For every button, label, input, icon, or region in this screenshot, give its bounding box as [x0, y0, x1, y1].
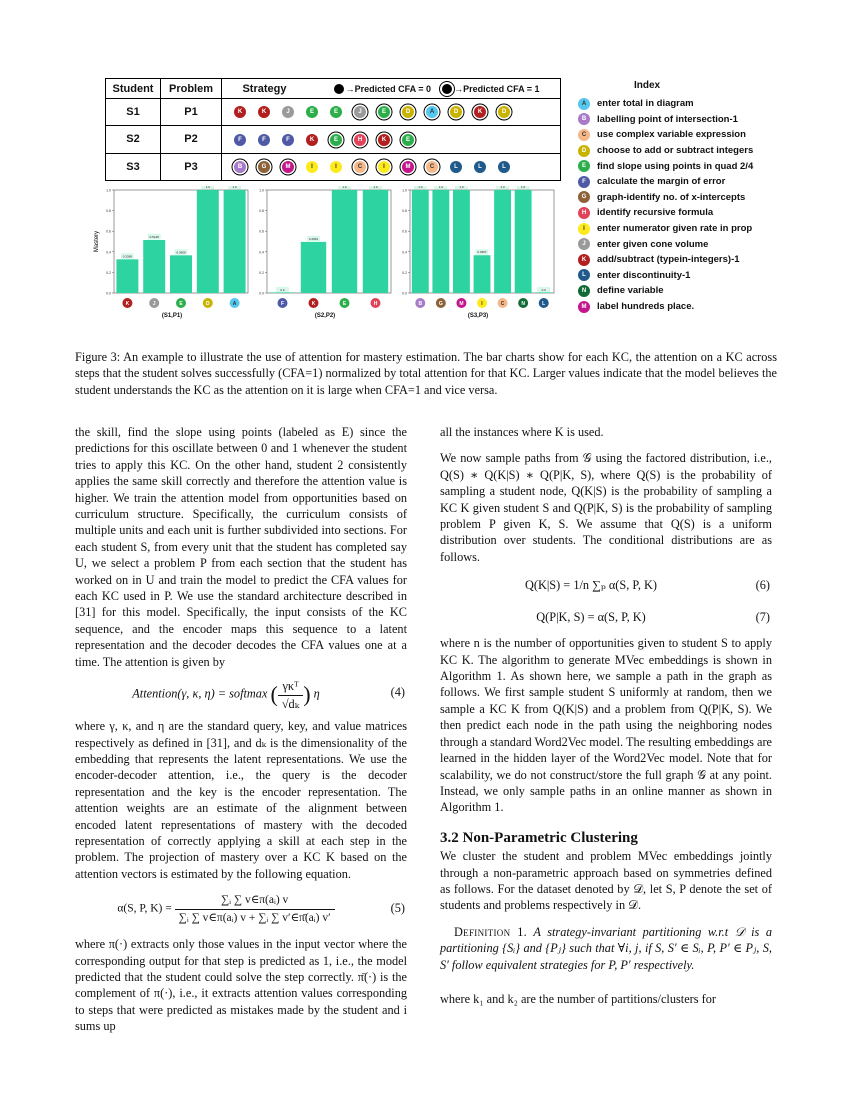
- y-tick-label: 0.6: [259, 229, 264, 234]
- kc-step-e-icon: E: [306, 106, 318, 118]
- index-item-label: use complex variable expression: [597, 129, 746, 141]
- chart-svg: [255, 186, 395, 311]
- data-label: 1.0: [459, 186, 464, 189]
- student-cell: S2: [106, 126, 161, 153]
- bar-g: [432, 190, 449, 293]
- kc-step-m-icon: M: [402, 161, 414, 173]
- kc-step-c-icon: C: [354, 161, 366, 173]
- legend-cfa0-label: →Predicted CFA = 0: [345, 83, 432, 94]
- kc-step-k-icon: K: [258, 106, 270, 118]
- student-cell: S1: [106, 99, 161, 126]
- category-label: D: [205, 301, 210, 307]
- left-paragraph-3: where π(·) extracts only those values in the input vector where the corresponding output for that step is predicted as 1, i.e., the model predicted that the student could solve the step correctly. π̄(·) is the complement of π(·), i.e., it extracts attention values corresponding to steps that were predicted as mistakes made by the student and i sums up: [75, 937, 407, 1034]
- section-heading: 3.2 Non-Parametric Clustering: [440, 829, 638, 846]
- problem-cell: P2: [161, 126, 222, 153]
- eq5-numerator: ∑ᵢ ∑ v∈π(aᵢ) v: [175, 892, 335, 909]
- problem-cell: P3: [161, 153, 222, 180]
- y-tick-label: 1.0: [402, 188, 407, 193]
- data-label: 1.0: [342, 186, 347, 189]
- index-item: [578, 299, 828, 315]
- right-paragraph-1: all the instances where K is used.: [440, 425, 604, 439]
- kc-a-icon: A: [578, 98, 590, 110]
- kc-e-icon: E: [578, 160, 590, 172]
- eq6-body: Q(K|S) = 1/n ∑ₚ α(S, P, K): [524, 578, 657, 593]
- kc-h-icon: H: [578, 207, 590, 219]
- index-item-label: find slope using points in quad 2/4: [597, 160, 754, 172]
- kc-step-i-icon: I: [378, 161, 390, 173]
- bar-i: [474, 255, 491, 293]
- index-item: [578, 268, 828, 284]
- data-label: 1.0: [500, 186, 505, 189]
- right-paragraph-3: where n is the number of opportunities given to student S to apply KC K. The algorithm to generate MVec embeddings is shown in Algorithm 1. As shown here, we sample a path in the graph as follows. We first sample student S uniformly at random, then we sample a KC K from Q(K|S) and a problem from Q(P|K, S). We then predict each node in the path using the neighboring nodes through a standard Word2Vec model. The resulting embeddings are learned in the hidden layer of the Word2Vec model. Note that for scalability, we do not construct/store the full graph 𝒢 at any point. Instead, we only sample paths in an online manner as shown in Algorithm 1.: [440, 636, 772, 815]
- kc-f-icon: F: [578, 176, 590, 188]
- index-item-label: identify recursive formula: [597, 207, 714, 219]
- index-item: [578, 252, 828, 268]
- index-item: [578, 127, 828, 143]
- chart-svg: [398, 186, 558, 311]
- kc-step-e-icon: E: [378, 106, 390, 118]
- header-strategy: [222, 79, 561, 99]
- left-paragraph-1: the skill, find the slope using points (labeled as E) since the predictions for this oscillate between 0 and 1 whenever the student tries to apply this KC. On the other hand, student 2 consistently applies the same skill correctly and therefore the attention value is higher. We train the attention model from opportunities based on curriculum structure. Specifically, the curriculum consists of multiple units and each unit is further subdivided into sections. For each student S, from every unit that the student has completed say U, we select a problem P from each section that the student has worked on in U and train the model to predict the CFA values for each KC used in P. We use the standard architecture described in [31] for this model. Specifically, the input consists of the KC sequence, and the encoder maps this sequence to a latent representation and the decoder decodes the CFA values one at a time. The attention is given by: [75, 425, 407, 669]
- index-item-label: enter numerator given rate in prop: [597, 223, 753, 235]
- left-column: [75, 424, 407, 1035]
- kc-c-icon: C: [578, 129, 590, 141]
- index-list: [578, 96, 828, 314]
- problem-cell: P1: [161, 99, 222, 126]
- legend-cfa1-icon: [442, 84, 452, 94]
- equation-4: Attention(γ, κ, η) = softmax ( $\frac{\text{γκᵀ}}{\text{√dₖ}}$ ) η (4): [132, 679, 405, 711]
- index-item-label: graph-identify no. of x-intercepts: [597, 191, 746, 203]
- index-title: Index: [634, 80, 661, 91]
- kc-step-k-icon: K: [474, 106, 486, 118]
- bar-e: [332, 190, 357, 293]
- eq4-numerator: γκᵀ: [278, 678, 303, 695]
- category-label: G: [438, 301, 443, 307]
- right-paragraph-4: We cluster the student and problem MVec embeddings jointly through a non-parametric approach based on symmetries defined as follows. For the dataset denoted by 𝒟, let S, P denote the set of students and problems respectively in 𝒟.: [440, 849, 772, 913]
- y-tick-label: 0.4: [402, 250, 407, 255]
- category-label: E: [179, 301, 183, 307]
- category-label: L: [542, 301, 546, 307]
- category-label: K: [311, 301, 316, 307]
- kc-step-l-icon: L: [474, 161, 486, 173]
- index-item: [578, 143, 828, 159]
- index-item: [578, 236, 828, 252]
- chart-s1p1: [92, 186, 252, 341]
- chart-svg: [92, 186, 252, 311]
- kc-step-f-icon: F: [282, 134, 294, 146]
- kc-step-l-icon: L: [498, 161, 510, 173]
- kc-step-i-icon: I: [306, 161, 318, 173]
- bar-a: [224, 190, 246, 293]
- index-item: [578, 283, 828, 299]
- kc-k-icon: K: [578, 254, 590, 266]
- index-item-label: enter discontinuity-1: [597, 269, 691, 281]
- bar-k: [301, 242, 326, 293]
- figure-caption: Figure 3: An example to illustrate the use of attention for mastery estimation. The bar charts show for each KC, the attention on a KC across steps that the student solves successfully (CFA=1) normalized by total attention for that KC. Larger values indicate that the model believes the student understands the KC as the attention on it is large when CFA=1 and vice versa.: [75, 350, 777, 397]
- y-tick-label: 0.0: [106, 291, 111, 296]
- y-tick-label: 0.8: [402, 209, 407, 214]
- eq4-tail: η: [313, 686, 320, 701]
- kc-step-i-icon: I: [330, 161, 342, 173]
- kc-i-icon: I: [578, 223, 590, 235]
- kc-step-f-icon: F: [258, 134, 270, 146]
- kc-step-c-icon: C: [426, 161, 438, 173]
- kc-m-icon: M: [578, 301, 590, 313]
- kc-step-e-icon: E: [402, 134, 414, 146]
- equation-7: [440, 607, 772, 629]
- chart-title: (S3,P3): [467, 313, 489, 319]
- right-paragraph-2: We now sample paths from 𝒢 using the factored distribution, i.e., Q(S) ∗ Q(K|S) ∗ Q(P|K, S), where Q(S) is the probability of sampling a student node, Q(K|S) is the probability of sampling a KC K given student S and Q(P|K, S) is the probability of sampling problem P given K, S. We assume that Q(S) is a uniform distribution over students. The conditional distributions are as follows.: [440, 451, 772, 564]
- kc-g-icon: G: [578, 191, 590, 203]
- header-problem: Problem: [161, 79, 222, 99]
- data-label: 0.5148: [149, 234, 159, 239]
- strategy-cell: [222, 99, 561, 126]
- data-label: 0.4961: [308, 236, 319, 241]
- index-item: [578, 221, 828, 237]
- kc-step-k-icon: K: [306, 134, 318, 146]
- index-item-label: enter total in diagram: [597, 98, 694, 110]
- y-tick-label: 0.6: [402, 229, 407, 234]
- kc-step-k-icon: K: [378, 134, 390, 146]
- y-tick-label: 0.8: [259, 209, 264, 214]
- kc-b-icon: B: [578, 113, 590, 125]
- table-row: [106, 153, 561, 180]
- definition-body: A strategy-invariant partitioning w.r.t 𝒟 is a partitioning {Sᵢ} and {Pⱼ} such that ∀i, j, if S, S′ ∈ Sᵢ, P, P′ ∈ Pⱼ, S, S′ follow equivalent strategies for P, P′ respectively.: [440, 924, 772, 972]
- eq6-number: (6): [755, 578, 770, 593]
- index-item: [578, 174, 828, 190]
- kc-n-icon: N: [578, 285, 590, 297]
- data-label: 1.0: [373, 186, 378, 189]
- strategy-table: [105, 78, 561, 181]
- header-student: Student: [106, 79, 161, 99]
- bar-l: [535, 292, 552, 293]
- kc-step-d-icon: D: [498, 106, 510, 118]
- bar-n: [515, 190, 532, 293]
- index-item-label: define variable: [597, 285, 664, 297]
- kc-index: [578, 80, 828, 314]
- y-tick-label: 0.0: [402, 291, 407, 296]
- eq7-body: Q(P|K, S) = α(S, P, K): [536, 610, 646, 625]
- table-row: [106, 126, 561, 153]
- y-tick-label: 0.8: [106, 209, 111, 214]
- eq4-number: (4): [390, 685, 405, 700]
- eq5-number: (5): [390, 901, 405, 916]
- bar-b: [412, 190, 429, 293]
- category-label: M: [459, 301, 464, 307]
- right-paragraph-5: where k₁ and k₂ are the number of partitions/clusters for: [440, 991, 716, 1006]
- data-label: 0.3268: [122, 254, 132, 259]
- kc-step-g-icon: G: [258, 161, 270, 173]
- y-tick-label: 0.4: [259, 250, 264, 255]
- equation-5: [75, 888, 407, 930]
- equation-6: [440, 571, 772, 601]
- index-item: [578, 96, 828, 112]
- kc-step-b-icon: B: [234, 161, 246, 173]
- index-item-label: labelling point of intersection-1: [597, 113, 738, 125]
- data-label: 1.0: [418, 186, 423, 189]
- category-label: J: [152, 301, 156, 307]
- eq5-lhs: α(S, P, K) =: [117, 902, 172, 915]
- kc-step-j-icon: J: [354, 106, 366, 118]
- category-label: A: [232, 301, 237, 307]
- category-label: N: [521, 301, 525, 307]
- student-cell: S3: [106, 153, 161, 180]
- definition-head: Definition 1.: [454, 924, 528, 939]
- y-tick-label: 0.2: [259, 270, 264, 275]
- bar-k: [116, 259, 138, 293]
- table-row: [106, 99, 561, 126]
- definition-1: [440, 924, 772, 973]
- kc-step-j-icon: J: [282, 106, 294, 118]
- data-label: 0.0: [541, 288, 546, 292]
- table-header-row: [106, 79, 561, 99]
- eq4-denominator: √dₖ: [281, 696, 300, 711]
- category-label: H: [373, 301, 378, 307]
- index-item-label: add/subtract (typein-integers)-1: [597, 254, 740, 266]
- data-label: 0.0: [280, 288, 285, 292]
- index-item: [578, 190, 828, 206]
- index-item: [578, 205, 828, 221]
- index-item-label: choose to add or subtract integers: [597, 145, 754, 157]
- category-label: B: [418, 301, 423, 307]
- kc-step-h-icon: H: [354, 134, 366, 146]
- header-strategy-label: Strategy: [242, 82, 287, 95]
- strategy-cell: [222, 126, 561, 153]
- eq4-lhs: Attention(γ, κ, η) = softmax: [132, 686, 268, 701]
- y-tick-label: 0.2: [402, 270, 407, 275]
- kc-step-d-icon: D: [402, 106, 414, 118]
- bar-d: [197, 190, 219, 293]
- category-label: K: [125, 301, 130, 307]
- legend-cfa1-label: →Predicted CFA = 1: [454, 83, 540, 94]
- bar-h: [363, 190, 388, 293]
- category-label: C: [500, 301, 505, 307]
- table-body: [106, 99, 561, 181]
- index-item: [578, 158, 828, 174]
- y-tick-label: 1.0: [259, 188, 264, 193]
- strategy-cell: [222, 153, 561, 180]
- right-column: [440, 424, 772, 1007]
- chart-title: (S2,P2): [314, 313, 336, 319]
- chart-s3p3: [398, 186, 558, 341]
- y-tick-label: 1.0: [106, 188, 111, 193]
- index-item: [578, 112, 828, 128]
- bar-j: [143, 240, 165, 293]
- kc-step-k-icon: K: [234, 106, 246, 118]
- kc-step-m-icon: M: [282, 161, 294, 173]
- kc-step-a-icon: A: [426, 106, 438, 118]
- index-item-label: calculate the margin of error: [597, 176, 726, 188]
- data-label: 0.3667: [477, 250, 487, 255]
- kc-step-d-icon: D: [450, 106, 462, 118]
- left-paragraph-2: where γ, κ, and η are the standard query, key, and value matrices respectively as defined in [31], and dₖ is the dimensionality of the embedding that represents the latent representations. We use the encoder-decoder attention, i.e., the query is the decoder representation and the key is the encoder representation. The attention weights are an estimate of the alignment between encoded latent representations of mastery with the decoded representation of correctly applying a skill at each step in the problem. The projection of mastery over a KC K based on the attention vectors is estimated by the following equation.: [75, 719, 407, 881]
- kc-step-e-icon: E: [330, 106, 342, 118]
- category-label: I: [481, 301, 483, 307]
- index-item-label: label hundreds place.: [597, 301, 695, 313]
- data-label: 1.0: [205, 186, 210, 189]
- y-axis-label: Mastery: [94, 230, 100, 253]
- kc-j-icon: J: [578, 238, 590, 250]
- bar-m: [453, 190, 470, 293]
- data-label: 1.0: [438, 186, 443, 189]
- y-tick-label: 0.2: [106, 270, 111, 275]
- kc-d-icon: D: [578, 145, 590, 157]
- y-tick-label: 0.4: [106, 250, 111, 255]
- bar-f: [270, 292, 295, 293]
- kc-l-icon: L: [578, 269, 590, 281]
- data-label: 1.0: [232, 186, 237, 189]
- y-tick-label: 0.6: [106, 229, 111, 234]
- data-label: 0.3659: [176, 250, 186, 255]
- eq5-denominator: ∑ᵢ ∑ v∈π(aᵢ) v + ∑ᵢ ∑ v′∈π̄(aᵢ) v′: [178, 911, 331, 924]
- y-tick-label: 0.0: [259, 291, 264, 296]
- chart-s2p2: [255, 186, 395, 341]
- kc-step-l-icon: L: [450, 161, 462, 173]
- kc-step-e-icon: E: [330, 134, 342, 146]
- category-label: E: [342, 301, 347, 307]
- data-label: 1.0: [521, 186, 526, 189]
- bar-c: [494, 190, 511, 293]
- category-label: F: [280, 301, 285, 307]
- chart-title: (S1,P1): [161, 313, 183, 319]
- legend-cfa0-icon: [334, 84, 344, 94]
- bar-e: [170, 255, 192, 293]
- index-item-label: enter given cone volume: [597, 238, 709, 250]
- eq7-number: (7): [755, 610, 770, 625]
- kc-step-f-icon: F: [234, 134, 246, 146]
